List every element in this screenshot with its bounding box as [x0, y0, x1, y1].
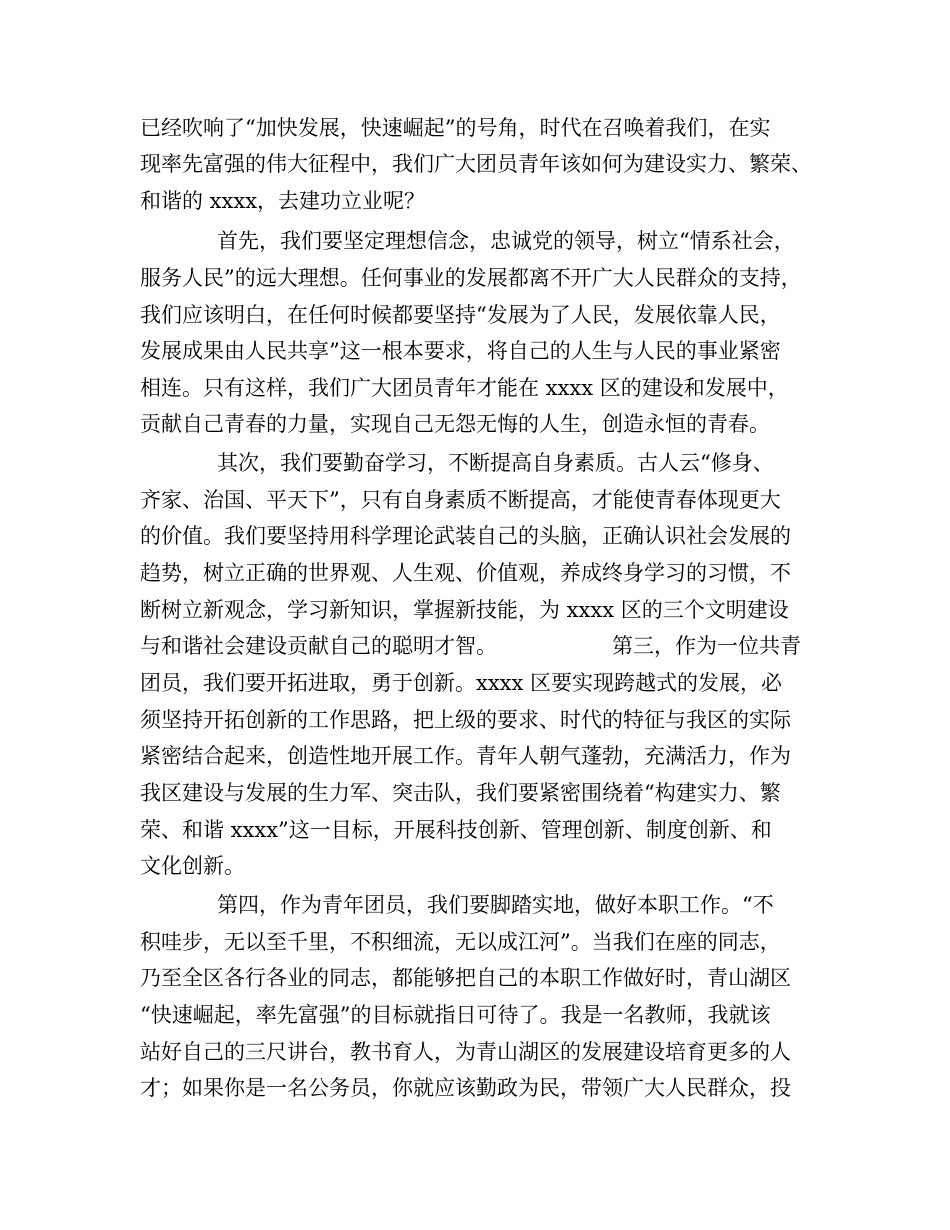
- paragraph-first-segment: 第三，作为一位共青: [612, 634, 801, 658]
- text-line: 乃至全区各行各业的同志，都能够把自己的本职工作做好时，青山湖区: [140, 966, 791, 990]
- text-line: 已经吹响了“加快发展，快速崛起”的号角，时代在召唤着我们，在实: [140, 116, 771, 140]
- text-line: 与和谐社会建设贡献自己的聪明才智。: [140, 634, 497, 658]
- text-line: 断树立新观念，学习新知识，掌握新技能，为 xxxx 区的三个文明建设: [140, 598, 789, 622]
- text-line: 趋势，树立正确的世界观、人生观、价值观，养成终身学习的习惯，不: [140, 561, 791, 585]
- text-line: 我区建设与发展的生力军、突击队，我们要紧密围绕着“构建实力、繁: [140, 781, 781, 805]
- text-line: 的价值。我们要坚持用科学理论武装自己的头脑，正确认识社会发展的: [140, 524, 791, 548]
- text-line: 和谐的 xxxx，去建功立业呢？: [140, 189, 426, 213]
- text-line: 贡献自己青春的力量，实现自己无怨无悔的人生，创造永恒的青春。: [140, 412, 770, 436]
- text-line: 才；如果你是一名公务员，你就应该勤政为民，带领广大人民群众，投: [140, 1076, 791, 1100]
- text-line: 发展成果由人民共享”这一根本要求，将自己的人生与人民的事业紧密: [140, 339, 781, 363]
- text-line: 我们应该明白，在任何时候都要坚持“发展为了人民，发展依靠人民，: [140, 303, 781, 327]
- paragraph-first-line: 首先，我们要坚定理想信念，忠诚党的领导，树立“情系社会，: [217, 229, 795, 253]
- text-line: “快速崛起，率先富强”的目标就指日可待了。我是一名教师，我就该: [140, 1003, 771, 1027]
- text-line: 须坚持开拓创新的工作思路，把上级的要求、时代的特征与我区的实际: [140, 708, 791, 732]
- text-line: 紧密结合起来，创造性地开展工作。青年人朝气蓬勃，充满活力，作为: [140, 744, 791, 768]
- text-line: 站好自己的三尺讲台，教书育人，为青山湖区的发展建设培育更多的人: [140, 1040, 791, 1064]
- paragraph-first-line: 其次，我们要勤奋学习，不断提高自身素质。古人云“修身、: [217, 451, 774, 475]
- text-line: 积哇步，无以至千里，不积细流，无以成江河”。当我们在座的同志，: [140, 930, 781, 954]
- text-line: 服务人民”的远大理想。任何事业的发展都离不开广大人民群众的支持，: [140, 266, 802, 290]
- paragraph-first-line: 第四，作为青年团员，我们要脚踏实地，做好本职工作。“不: [217, 893, 774, 917]
- text-line: 相连。只有这样，我们广大团员青年才能在 xxxx 区的建设和发展中，: [140, 376, 789, 400]
- text-line: 荣、和谐 xxxx”这一目标，开展科技创新、管理创新、制度创新、和: [140, 818, 772, 842]
- text-line: 文化创新。: [140, 854, 245, 878]
- text-line: 齐家、治国、平天下”，只有自身素质不断提高，才能使青春体现更大: [140, 488, 781, 512]
- text-line: 团员，我们要开拓进取，勇于创新。xxxx 区要实现跨越式的发展，必: [140, 671, 783, 695]
- text-line: 现率先富强的伟大征程中，我们广大团员青年该如何为建设实力、繁荣、: [140, 152, 812, 176]
